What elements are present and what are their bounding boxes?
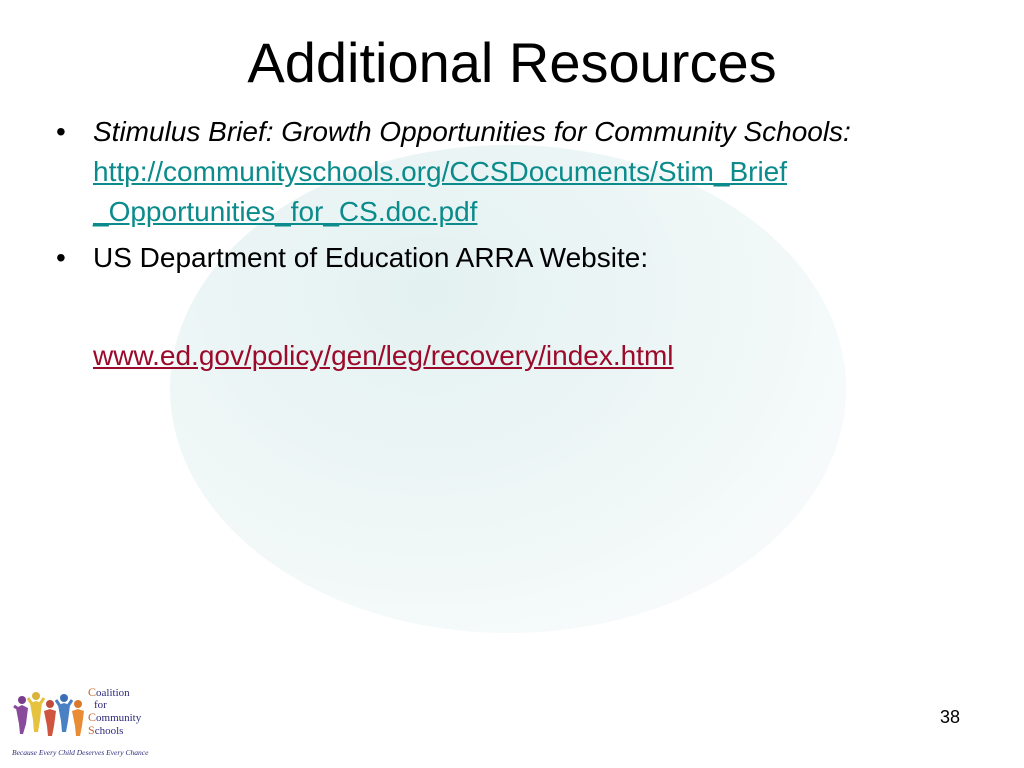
link-line-2: _Opportunities_for_CS.doc.pdf	[93, 196, 478, 227]
logo-wordmark: Coalition for Community Schools	[88, 685, 142, 737]
children-figures-icon	[12, 688, 88, 744]
stimulus-brief-link[interactable]	[93, 156, 787, 227]
coalition-logo	[12, 685, 172, 764]
page-number: 38	[940, 707, 961, 727]
slide-title: Additional Resources	[247, 31, 777, 94]
bullet-icon: •	[56, 116, 66, 147]
list-item	[56, 238, 956, 278]
link-line-1: http://communityschools.org/CCSDocuments/Stim_Brief	[93, 156, 788, 187]
ed-gov-link-container	[93, 336, 674, 376]
bullet-icon: •	[56, 242, 66, 273]
resource-label: US Department of Education ARRA Website:	[93, 242, 649, 273]
resource-label: Stimulus Brief: Growth Opportunities for Community Schools:	[93, 116, 851, 147]
list-item	[56, 112, 956, 232]
resource-list	[56, 112, 956, 278]
ed-gov-link[interactable]: www.ed.gov/policy/gen/leg/recovery/index.html	[93, 340, 674, 371]
logo-tagline: Because Every Child Deserves Every Chance	[12, 748, 149, 757]
